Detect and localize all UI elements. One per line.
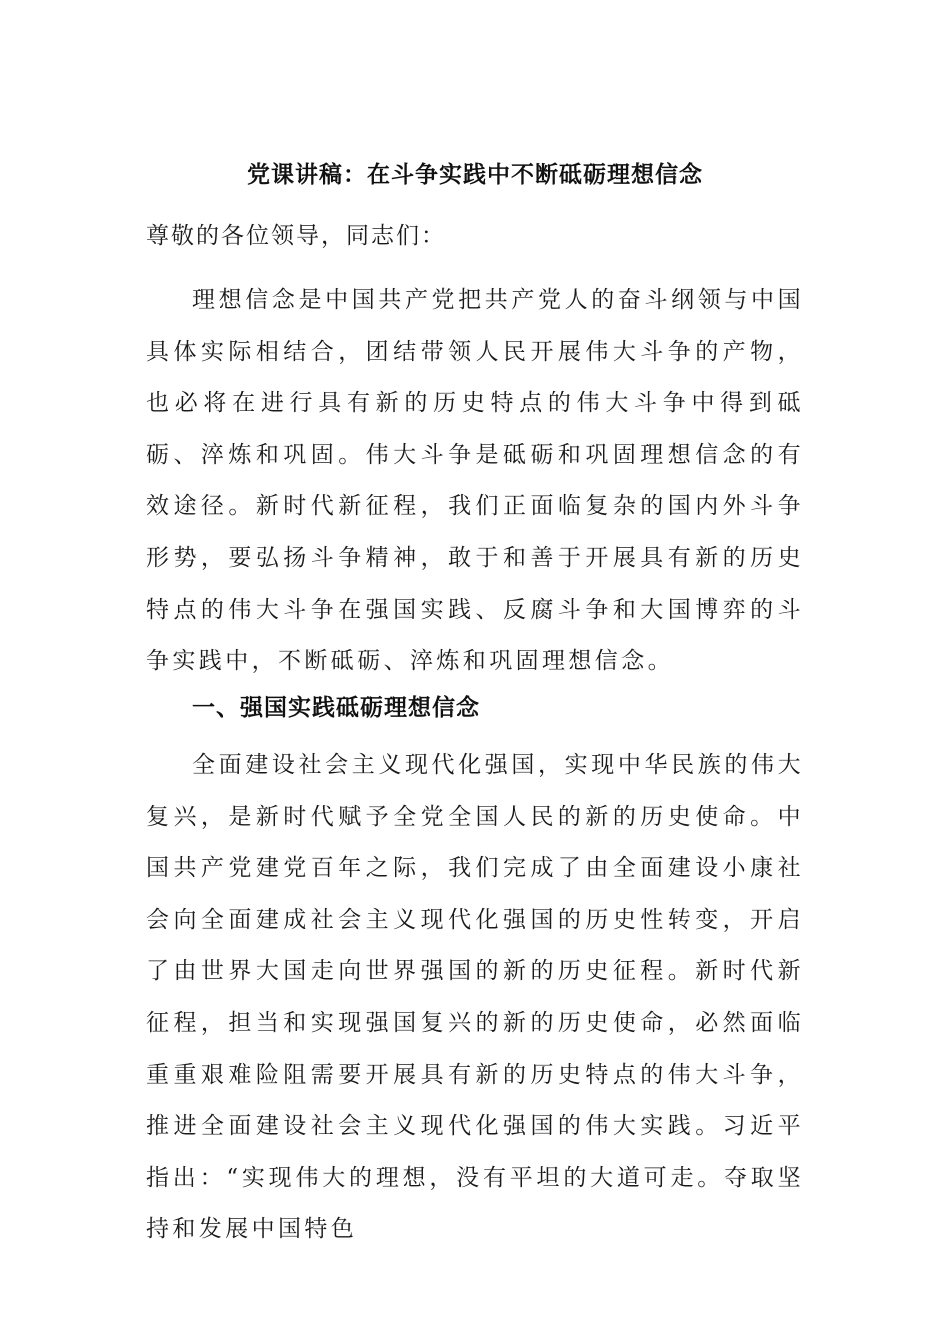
salutation: 尊敬的各位领导，同志们：	[146, 223, 446, 249]
section-heading-1: 一、强国实践砥砺理想信念	[192, 695, 480, 721]
document-title: 党课讲稿：在斗争实践中不断砥砺理想信念	[247, 162, 703, 188]
paragraph-section-1: 全面建设社会主义现代化强国，实现中华民族的伟大复兴，是新时代赋予全党全国人民的新的历史使命。中国共产党建党百年之际，我们完成了由全面建设小康社会向全面建成社会主义现代化强国的历史性转变，开启了由世界大国走向世界强国的新的历史征程。新时代新征程，担当和实现强国复兴的新的历史使命，必然面临重重艰难险阻需要开展具有新的历史特点的伟大斗争，推进全面建设社会主义现代化强国的伟大实践。习近平指出：“实现伟大的理想，没有平坦的大道可走。夺取坚持和发展中国特色	[146, 752, 804, 1243]
paragraph-intro: 理想信念是中国共产党把共产党人的奋斗纲领与中国具体实际相结合，团结带领人民开展伟大斗争的产物，也必将在进行具有新的历史特点的伟大斗争中得到砥砺、淬炼和巩固。伟大斗争是砥砺和巩固理想信念的有效途径。新时代新征程，我们正面临复杂的国内外斗争形势，要弘扬斗争精神，敢于和善于开展具有新的历史特点的伟大斗争在强国实践、反腐斗争和大国博弈的斗争实践中，不断砥砺、淬炼和巩固理想信念。	[146, 287, 804, 675]
